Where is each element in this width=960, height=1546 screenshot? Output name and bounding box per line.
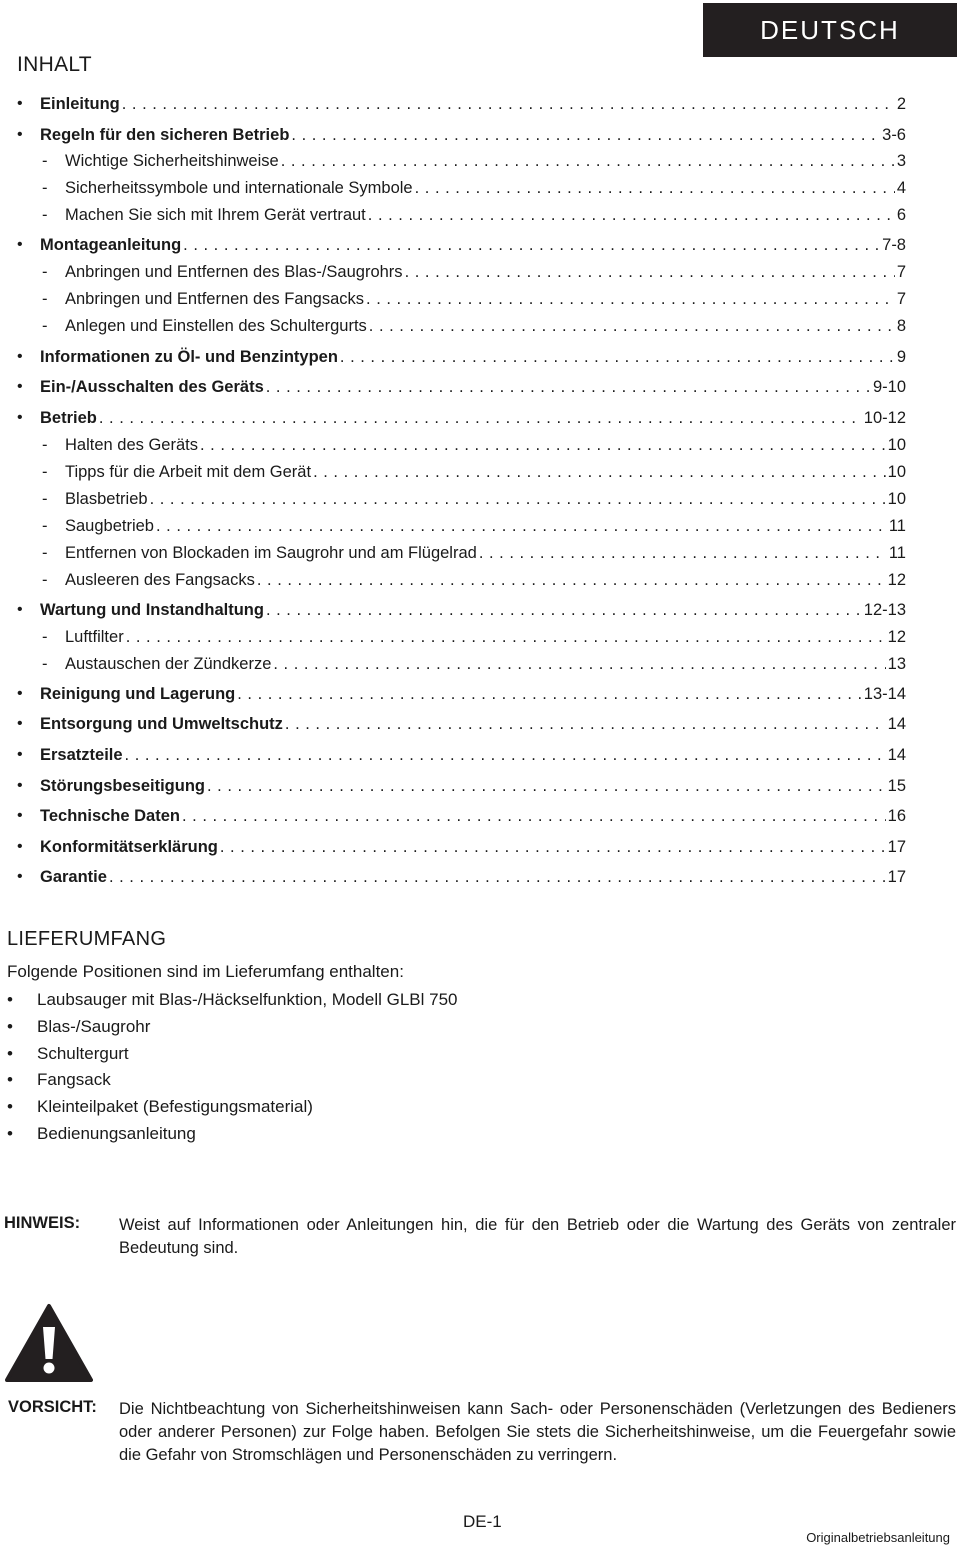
toc-entry-page: 14 <box>887 714 906 733</box>
toc-entry-page: 3-6 <box>882 125 906 144</box>
toc-entry <box>17 91 906 117</box>
toc-entry-page: 13 <box>887 654 906 673</box>
bullet-icon: • <box>17 95 23 112</box>
toc-entry-label: Entfernen von Blockaden im Saugrohr und am Flügelrad <box>65 543 477 562</box>
toc-entry <box>17 624 906 650</box>
toc-entry <box>17 773 906 799</box>
toc-entry-label: Ausleeren des Fangsacks <box>65 570 255 589</box>
dot-leader <box>237 685 862 704</box>
toc-title: INHALT <box>17 53 92 76</box>
toc-entry-page: 2 <box>896 94 906 113</box>
toc-entry-page: 14 <box>887 745 906 764</box>
dot-leader <box>109 868 886 887</box>
dash-icon: - <box>42 654 48 673</box>
dot-leader <box>99 409 862 428</box>
toc-entry <box>17 681 906 707</box>
dot-leader <box>405 263 895 282</box>
toc-entry-label: Ein-/Ausschalten des Geräts <box>40 377 264 396</box>
toc-entry-label: Konformitätserklärung <box>40 837 218 856</box>
dot-leader <box>122 95 895 114</box>
note-text: Weist auf Informationen oder Anleitungen hin, die für den Betrieb oder die Wartung des Geräts von zentraler Bedeutung sind. <box>119 1216 956 1257</box>
toc-entry-page: 11 <box>888 516 906 535</box>
dash-icon: - <box>42 570 48 589</box>
toc-entry-label: Entsorgung und Umweltschutz <box>40 714 283 733</box>
toc-entry <box>17 286 906 312</box>
dot-leader <box>340 348 895 367</box>
scope-list-item <box>7 1041 129 1067</box>
toc-entry <box>17 432 906 458</box>
bullet-icon: • <box>17 868 23 885</box>
bullet-icon: • <box>17 236 23 253</box>
toc-entry-page: 9-10 <box>872 377 906 396</box>
scope-item-label: Bedienungsanleitung <box>37 1124 196 1143</box>
dash-icon: - <box>42 316 48 335</box>
toc-entry-label: Betrieb <box>40 408 97 427</box>
toc-entry-page: 4 <box>896 178 906 197</box>
toc-entry-page: 10 <box>887 489 906 508</box>
toc-entry <box>17 122 906 148</box>
toc-entry <box>17 567 906 593</box>
toc-entry <box>17 803 906 829</box>
scope-list-item <box>7 1094 313 1120</box>
toc-entry-label: Informationen zu Öl- und Benzintypen <box>40 347 338 366</box>
toc-entry-page: 13-14 <box>863 684 906 703</box>
toc-entry-label: Einleitung <box>40 94 120 113</box>
dash-icon: - <box>42 205 48 224</box>
toc-entry-page: 9 <box>896 347 906 366</box>
toc-entry <box>17 742 906 768</box>
dot-leader <box>126 628 886 647</box>
toc-entry <box>17 711 906 737</box>
dot-leader <box>281 152 895 171</box>
toc-entry-page: 7-8 <box>882 235 906 254</box>
scope-list-item <box>7 1067 111 1093</box>
toc-entry-label: Machen Sie sich mit Ihrem Gerät vertraut <box>65 205 366 224</box>
toc-entry-label: Reinigung und Lagerung <box>40 684 236 703</box>
dash-icon: - <box>42 262 48 281</box>
toc-entry-page: 7 <box>896 262 906 281</box>
dot-leader <box>366 290 895 309</box>
bullet-icon: • <box>7 1070 13 1089</box>
toc-entry-page: 10-12 <box>863 408 906 427</box>
dash-icon: - <box>42 462 48 481</box>
dot-leader <box>369 317 895 336</box>
bullet-icon: • <box>7 1097 13 1116</box>
toc-entry-page: 11 <box>888 543 906 562</box>
toc-entry-label: Anlegen und Einstellen des Schultergurts <box>65 316 367 335</box>
dot-leader <box>125 746 886 765</box>
toc-entry <box>17 486 906 512</box>
dot-leader <box>183 236 880 255</box>
dot-leader <box>207 777 886 796</box>
dash-icon: - <box>42 543 48 562</box>
dash-icon: - <box>42 435 48 454</box>
toc-entry-page: 6 <box>896 205 906 224</box>
toc-entry-page: 17 <box>887 837 906 856</box>
toc-entry-page: 3 <box>896 151 906 170</box>
toc-entry-label: Luftfilter <box>65 627 124 646</box>
bullet-icon: • <box>17 685 23 702</box>
toc-entry-label: Anbringen und Entfernen des Blas-/Saugrohrs <box>65 262 403 281</box>
dot-leader <box>479 544 887 563</box>
dot-leader <box>266 378 871 397</box>
toc-entry-page: 12-13 <box>863 600 906 619</box>
toc-entry <box>17 344 906 370</box>
toc-entry <box>17 175 906 201</box>
dash-icon: - <box>42 289 48 308</box>
toc-entry-label: Anbringen und Entfernen des Fangsacks <box>65 289 365 308</box>
bullet-icon: • <box>17 126 23 143</box>
toc-entry-page: 10 <box>887 435 906 454</box>
toc-entry-label: Regeln für den sicheren Betrieb <box>40 125 290 144</box>
scope-of-delivery-title: LIEFERUMFANG <box>7 928 167 950</box>
dot-leader <box>313 463 886 482</box>
bullet-icon: • <box>17 746 23 763</box>
dash-icon: - <box>42 151 48 170</box>
toc-entry <box>17 202 906 228</box>
toc-entry-label: Montageanleitung <box>40 235 182 254</box>
footer-note: Originalbetriebsanleitung <box>806 1530 950 1545</box>
toc-entry-label: Halten des Geräts <box>65 435 198 454</box>
toc-entry-label: Technische Daten <box>40 806 180 825</box>
bullet-icon: • <box>7 1124 13 1143</box>
language-tab: DEUTSCH <box>703 3 957 57</box>
toc-entry-label: Blasbetrieb <box>65 489 148 508</box>
bullet-icon: • <box>7 990 13 1009</box>
dot-leader <box>220 838 886 857</box>
dash-icon: - <box>42 178 48 197</box>
toc-entry-label: Saugbetrieb <box>65 516 154 535</box>
warning-triangle-icon <box>5 1303 93 1383</box>
dot-leader <box>273 655 885 674</box>
toc-entry <box>17 834 906 860</box>
toc-entry-page: 17 <box>887 867 906 886</box>
scope-item-label: Fangsack <box>37 1070 111 1089</box>
bullet-icon: • <box>17 409 23 426</box>
bullet-icon: • <box>17 348 23 365</box>
toc-entry <box>17 405 906 431</box>
toc-entry-label: Tipps für die Arbeit mit dem Gerät <box>65 462 312 481</box>
toc-entry <box>17 513 906 539</box>
toc-entry <box>17 148 906 174</box>
toc-entry-page: 15 <box>887 776 906 795</box>
scope-list-item <box>7 987 458 1013</box>
page-number: DE-1 <box>463 1512 502 1531</box>
bullet-icon: • <box>17 715 23 732</box>
toc-entry-page: 7 <box>896 289 906 308</box>
toc-entry <box>17 597 906 623</box>
toc-entry-page: 16 <box>887 806 906 825</box>
scope-item-label: Laubsauger mit Blas-/Häckselfunktion, Modell GLBl 750 <box>37 990 458 1009</box>
toc-entry <box>17 374 906 400</box>
dot-leader <box>257 571 886 590</box>
toc-entry-label: Wichtige Sicherheitshinweise <box>65 151 279 170</box>
scope-item-label: Schultergurt <box>37 1044 129 1063</box>
toc-entry <box>17 232 906 258</box>
toc-entry-label: Garantie <box>40 867 107 886</box>
dot-leader <box>291 126 880 145</box>
dot-leader <box>285 715 886 734</box>
dash-icon: - <box>42 489 48 508</box>
dot-leader <box>266 601 862 620</box>
dot-leader <box>150 490 886 509</box>
toc-entry <box>17 259 906 285</box>
dot-leader <box>156 517 887 536</box>
bullet-icon: • <box>17 838 23 855</box>
scope-item-label: Kleinteilpaket (Befestigungsmaterial) <box>37 1097 313 1116</box>
toc-entry-label: Ersatzteile <box>40 745 123 764</box>
toc-entry-page: 12 <box>887 627 906 646</box>
dot-leader <box>200 436 886 455</box>
toc-entry-label: Wartung und Instandhaltung <box>40 600 264 619</box>
toc-entry-label: Austauschen der Zündkerze <box>65 654 272 673</box>
scope-list-item <box>7 1014 150 1040</box>
caution-label: VORSICHT: <box>8 1398 97 1416</box>
scope-list-item <box>7 1121 196 1147</box>
toc-entry <box>17 540 906 566</box>
toc-entry-label: Sicherheitssymbole und internationale Symbole <box>65 178 413 197</box>
bullet-icon: • <box>17 777 23 794</box>
dot-leader <box>415 179 895 198</box>
toc-entry-label: Störungsbeseitigung <box>40 776 205 795</box>
toc-entry <box>17 651 906 677</box>
dash-icon: - <box>42 627 48 646</box>
scope-item-label: Blas-/Saugrohr <box>37 1017 151 1036</box>
dash-icon: - <box>42 516 48 535</box>
bullet-icon: • <box>17 378 23 395</box>
toc-entry-page: 12 <box>887 570 906 589</box>
toc-entry-page: 10 <box>887 462 906 481</box>
note-label: HINWEIS: <box>4 1214 81 1232</box>
toc-entry <box>17 313 906 339</box>
bullet-icon: • <box>17 601 23 618</box>
toc-entry-page: 8 <box>896 316 906 335</box>
bullet-icon: • <box>7 1044 13 1063</box>
caution-text: Die Nichtbeachtung von Sicherheitshinweisen kann Sach- oder Personenschäden (Verletzungen des Bedieners oder anderer Personen) zur Folge haben. Befolgen Sie stets die Sicherheitshinweise, um die Feuergefahr sowie die Gefahr von Stromschlägen und Personenschäden zu verringern. <box>119 1400 956 1464</box>
dot-leader <box>368 206 895 225</box>
toc-entry <box>17 864 906 890</box>
scope-intro: Folgende Positionen sind im Lieferumfang enthalten: <box>7 962 404 981</box>
toc-entry <box>17 459 906 485</box>
bullet-icon: • <box>7 1017 13 1036</box>
dot-leader <box>182 807 886 826</box>
bullet-icon: • <box>17 807 23 824</box>
